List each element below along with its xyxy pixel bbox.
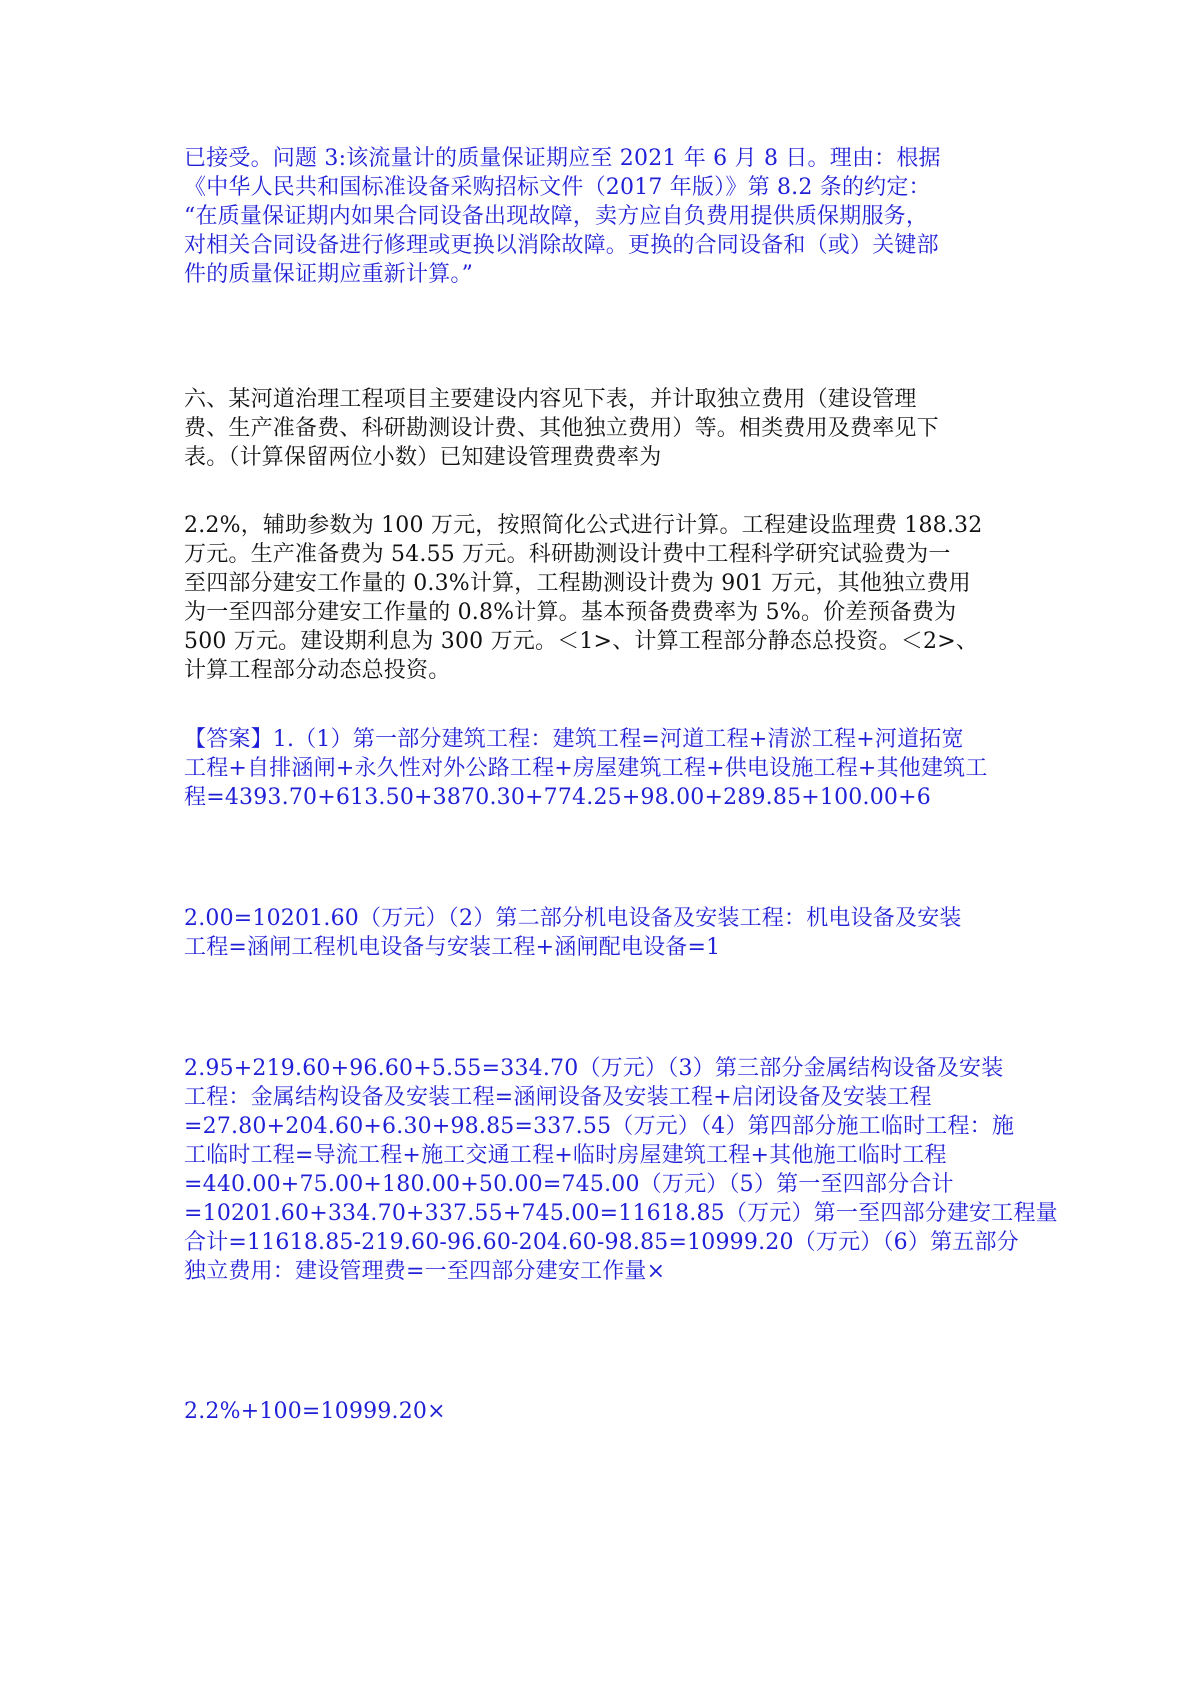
text-line: 合计=11618.85-219.60-96.60-204.60-98.85=10999.20（万元）（6）第五部分 xyxy=(184,1230,1019,1255)
answer-paragraph xyxy=(184,1054,1058,1286)
text-line: 万元。生产准备费为 54.55 万元。科研勘测设计费中工程科学研究试验费为一 xyxy=(184,542,951,567)
text-line: 《中华人民共和国标准设备采购招标文件（2017 年版）》第 8.2 条的约定： xyxy=(184,175,931,200)
text-line: 独立费用：建设管理费=一至四部分建安工作量× xyxy=(184,1259,666,1284)
text-line: 计算工程部分动态总投资。 xyxy=(184,658,451,683)
question-paragraph xyxy=(184,385,1014,472)
text-line: 件的质量保证期应重新计算。” xyxy=(184,262,474,287)
text-line: 500 万元。建设期利息为 300 万元。＜1>、计算工程部分静态总投资。＜2>、 xyxy=(184,629,979,654)
text-line: 程=4393.70+613.50+3870.30+774.25+98.00+289.85+100.00+6 xyxy=(184,785,931,810)
text-line: 2.2%，辅助参数为 100 万元，按照简化公式进行计算。工程建设监理费 188.32 xyxy=(184,513,983,538)
answer-paragraph xyxy=(184,1397,1014,1426)
text-line: 工程：金属结构设备及安装工程=涵闸设备及安装工程+启闭设备及安装工程 xyxy=(184,1085,932,1110)
text-line: 工程+自排涵闸+永久性对外公路工程+房屋建筑工程+供电设施工程+其他建筑工 xyxy=(184,756,988,781)
text-line: 对相关合同设备进行修理或更换以消除故障。更换的合同设备和（或）关键部 xyxy=(184,233,939,258)
text-line: 表。（计算保留两位小数）已知建设管理费费率为 xyxy=(184,445,662,470)
text-line: 至四部分建安工作量的 0.3%计算，工程勘测设计费为 901 万元，其他独立费用 xyxy=(184,571,971,596)
answer-paragraph xyxy=(184,904,1014,962)
text-line: 2.00=10201.60（万元）（2）第二部分机电设备及安装工程：机电设备及安装 xyxy=(184,906,962,931)
text-line: 工程=涵闸工程机电设备与安装工程+涵闸配电设备=1 xyxy=(184,935,721,960)
text-line: =440.00+75.00+180.00+50.00=745.00（万元）（5）第一至四部分合计 xyxy=(184,1172,954,1197)
text-line: 费、生产准备费、科研勘测设计费、其他独立费用）等。相类费用及费率见下 xyxy=(184,416,939,441)
text-line: 六、某河道治理工程项目主要建设内容见下表，并计取独立费用（建设管理 xyxy=(184,387,917,412)
text-line: “在质量保证期内如果合同设备出现故障，卖方应自负费用提供质保期服务， xyxy=(184,204,929,229)
question-paragraph xyxy=(184,511,1014,685)
text-line: 工临时工程=导流工程+施工交通工程+临时房屋建筑工程+其他施工临时工程 xyxy=(184,1143,947,1168)
answer-paragraph xyxy=(184,144,1014,289)
answer-paragraph xyxy=(184,725,1014,812)
text-line: 为一至四部分建安工作量的 0.8%计算。基本预备费费率为 5%。价差预备费为 xyxy=(184,600,957,625)
text-line: =27.80+204.60+6.30+98.85=337.55（万元）（4）第四部分施工临时工程：施 xyxy=(184,1114,1015,1139)
text-line: 【答案】1.（1）第一部分建筑工程：建筑工程=河道工程+清淤工程+河道拓宽 xyxy=(184,727,964,752)
text-line: 2.2%+100=10999.20× xyxy=(184,1399,446,1424)
text-line: 2.95+219.60+96.60+5.55=334.70（万元）（3）第三部分金属结构设备及安装 xyxy=(184,1056,1004,1081)
text-line: 已接受。问题 3:该流量计的质量保证期应至 2021 年 6 月 8 日。理由：根据 xyxy=(184,146,941,171)
text-line: =10201.60+334.70+337.55+745.00=11618.85（万元）第一至四部分建安工程量 xyxy=(184,1201,1058,1226)
